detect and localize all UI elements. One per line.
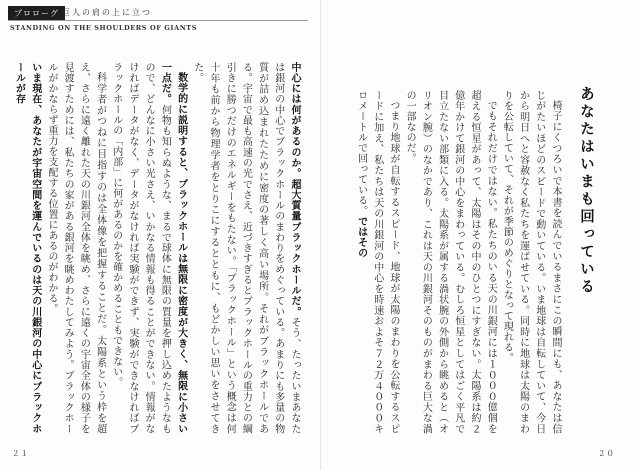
left-paragraph-3: 科学者がつねに目指すのは全体像を把握することだ。太陽系という枠を超え、さらに遠く離れた天の川銀河全体を眺め、さらに遠くの宇宙全体の様子を見渡すためには、私たちの家がある銀河を眺めわたしてみよう。ブラックホールがかならず重力を支配する位置にあるのがわかる。 [45,62,106,434]
chapter-name: 巨人の肩の上に立つ [62,8,152,17]
math-label: 数学的に説明すると、 [175,72,187,179]
page-number-right: ２０ [598,449,615,458]
gutter [320,0,321,470]
left-paragraph-1-text: そう、たったいまあなたは銀河の中心でブラックホールのまわりをめぐっている。あまりにも多量の物質が詰め込まれたために密度の著しく高い場所。それがブラックホールである。宇宙で最も高速の光でさえ、近づきすぎるとブラックホールの重力との綱引きに勝つだけのエネルギーをもたない。「ブラックホール」という概念は何十年も前から物理学者をとりこにするとともに、もどかしい思いをさせてきた。 [191,62,300,435]
right-paragraph-2: でもそれだけではない。私たちのいる天の川銀河には１０００億個を超える恒星があって、太陽はその中のひとつにすぎない。太陽系は約２億年かけて銀河の中心をまわっている。むしろ恒星としてはごく平凡で目立たない部類に入る。太陽系が属する渦状腕の外側から眺めると（オリオン腕）のなかであり、これは天の川銀河そのものがまわる巨大な渦の一部なのだ。 [404,90,497,434]
left-paragraph-2 [108,62,189,434]
final-emphasis: いま現在、あなたが宇宙空間を運んでいるのは天の川銀河の中心にブラックホールが存 [13,62,41,434]
closing-emphasis: ではその [355,216,367,258]
question-text: 中心には何があるのか。 [289,62,300,179]
right-page-body [345,90,563,434]
english-running-head: STANDING ON THE SHOULDERS OF GIANTS [10,24,197,32]
section-heading: あなたはいまも回っている [578,86,594,296]
left-paragraph-1 [189,62,302,434]
right-paragraph-3-text: つまり地球が自転するスピード、地球が太陽のまわりを公転するスピードに加え、私たちは天の川銀河の中心を時速およそ７２万４０００キロメートルで回っている。 [355,90,399,434]
answer-text: 超大質量ブラックホールだ。 [289,178,300,318]
page-number-left: ２１ [12,449,29,458]
left-paragraph-2-text: 何物も知らぬような、まるで球体に無限の質量を押し込めたようなもので、どんなに小さい光さえ、いかなる情報も得ることができない。情報がなければデータがなく、データがなければ実験ができず、実験ができなければブラックホールの「内部」に何があるのかを確かめることもできない。 [110,62,171,435]
left-page-body [13,62,302,435]
black-hole-emphasis: ブラックホールは無限に密度が大きく、無限に小さい一点だ。 [159,62,187,435]
right-paragraph-3 [352,90,401,434]
right-paragraph-1: 椅子にくつろいで本書を読んでいるまさにこの瞬間にも、あなたは信じがたいほどのスピードで動いている。いま地球は自転していて、今日から明日へと容赦なく私たちを運ばせている。同時に地球は太陽のまわりを公転していて、それが季節のめぐりとなって現れる。 [501,90,561,434]
left-final-line [10,62,42,434]
chapter-tab: プロローグ [8,6,65,21]
header-rule [8,20,308,21]
